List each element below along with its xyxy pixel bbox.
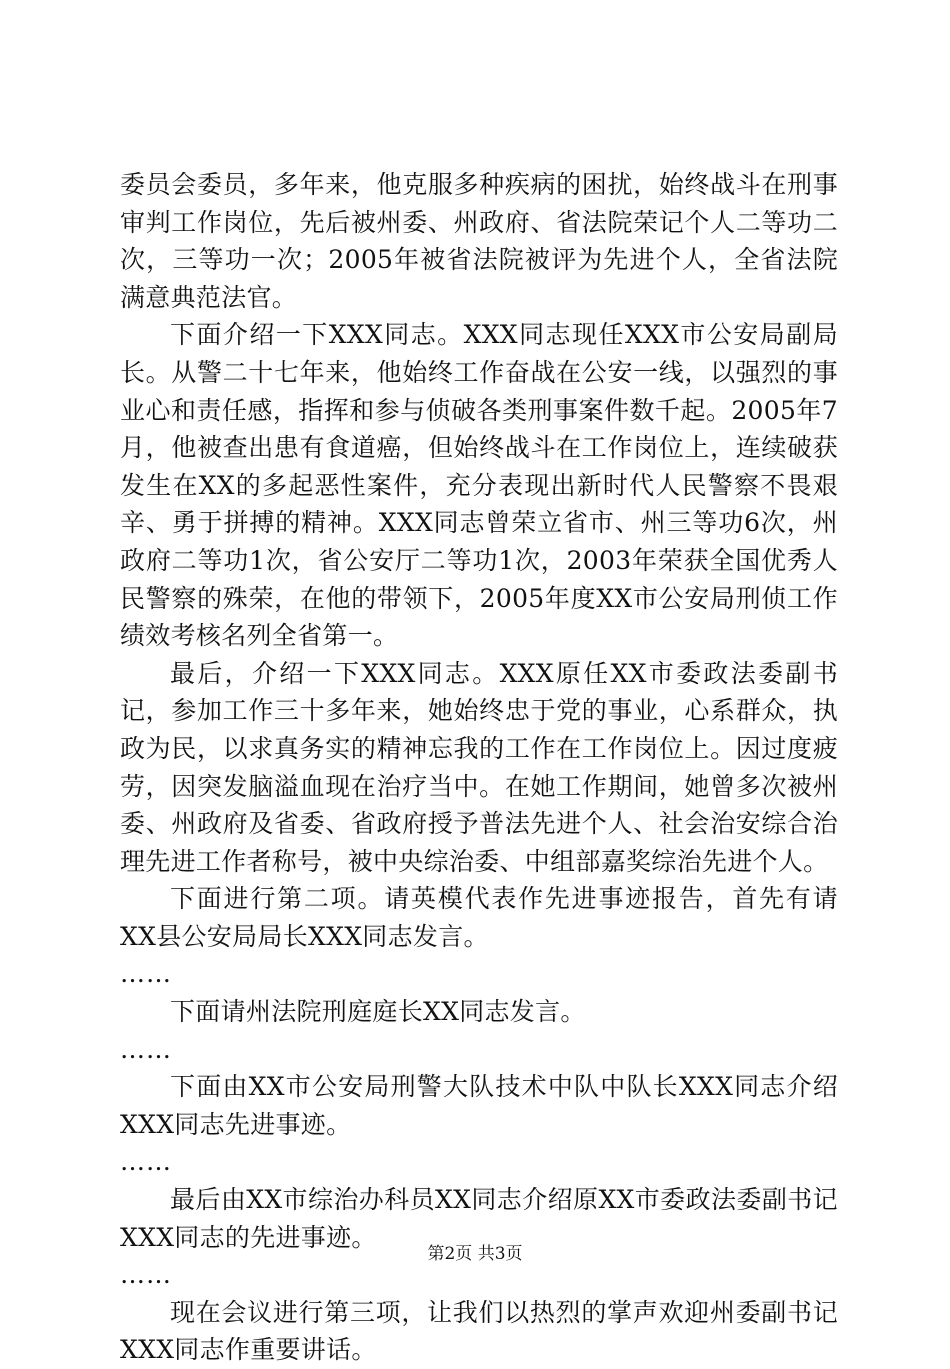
ellipsis-line: ……: [120, 1147, 172, 1177]
paragraph-introduce-political-deputy: 最后，介绍一下XXX同志。XXX原任XX市委政法委副书记，参加工作三十多年来，她始终忠于党的事业，心系群众，执政为民，以求真务实的精神忘我的工作在工作岗位上。因过度疲劳，因突发脑溢血现在治疗当中。在她工作期间，她曾多次被州委、州政府及省委、省政府授予普法先进个人、社会治安综合治理先进工作者称号，被中央综治委、中组部嘉奖综治先进个人。: [120, 658, 838, 876]
page-footer: [0, 1243, 950, 1265]
ellipsis-line: ……: [120, 1034, 172, 1064]
page-number: 第2页 共3页: [427, 1244, 523, 1264]
paragraph-second-item: 下面进行第二项。请英模代表作先进事迹报告，首先有请XX县公安局局长XXX同志发言。: [120, 884, 838, 951]
ellipsis-line: ……: [120, 1260, 172, 1290]
paragraph-third-item: 现在会议进行第三项，让我们以热烈的掌声欢迎州委副书记XXX同志作重要讲话。: [120, 1297, 838, 1365]
ellipsis-line: ……: [120, 959, 172, 989]
paragraph-clerk-speech: 最后由XX市综治办科员XX同志介绍原XX市委政法委副书记XXX同志的先进事迹。: [120, 1185, 838, 1252]
paragraph-court-speech: 下面请州法院刑庭庭长XX同志发言。: [170, 997, 586, 1027]
paragraph-continuation: 委员会委员，多年来，他克服多种疾病的困扰，始终战斗在刑事审判工作岗位，先后被州委、州政府、省法院荣记个人二等功二次，三等功一次；2005年被省法院被评为先进个人，全省法院满意典范法官。: [120, 170, 838, 312]
paragraph-tech-squad-speech: 下面由XX市公安局刑警大队技术中队中队长XXX同志介绍XXX同志先进事迹。: [120, 1072, 838, 1139]
paragraph-introduce-police-deputy: 下面介绍一下XXX同志。XXX同志现任XXX市公安局副局长。从警二十七年来，他始终工作奋战在公安一线，以强烈的事业心和责任感，指挥和参与侦破各类刑事案件数千起。2005年7月，他被查出患有食道癌，但始终战斗在工作岗位上，连续破获发生在XX的多起恶性案件，充分表现出新时代人民警察不畏艰辛、勇于拼搏的精神。XXX同志曾荣立省市、州三等功6次，州政府二等功1次，省公安厅二等功1次，2003年荣获全国优秀人民警察的殊荣，在他的带领下，2005年度XX市公安局刑侦工作绩效考核名列全省第一。: [120, 320, 838, 651]
document-body: [120, 166, 838, 1369]
